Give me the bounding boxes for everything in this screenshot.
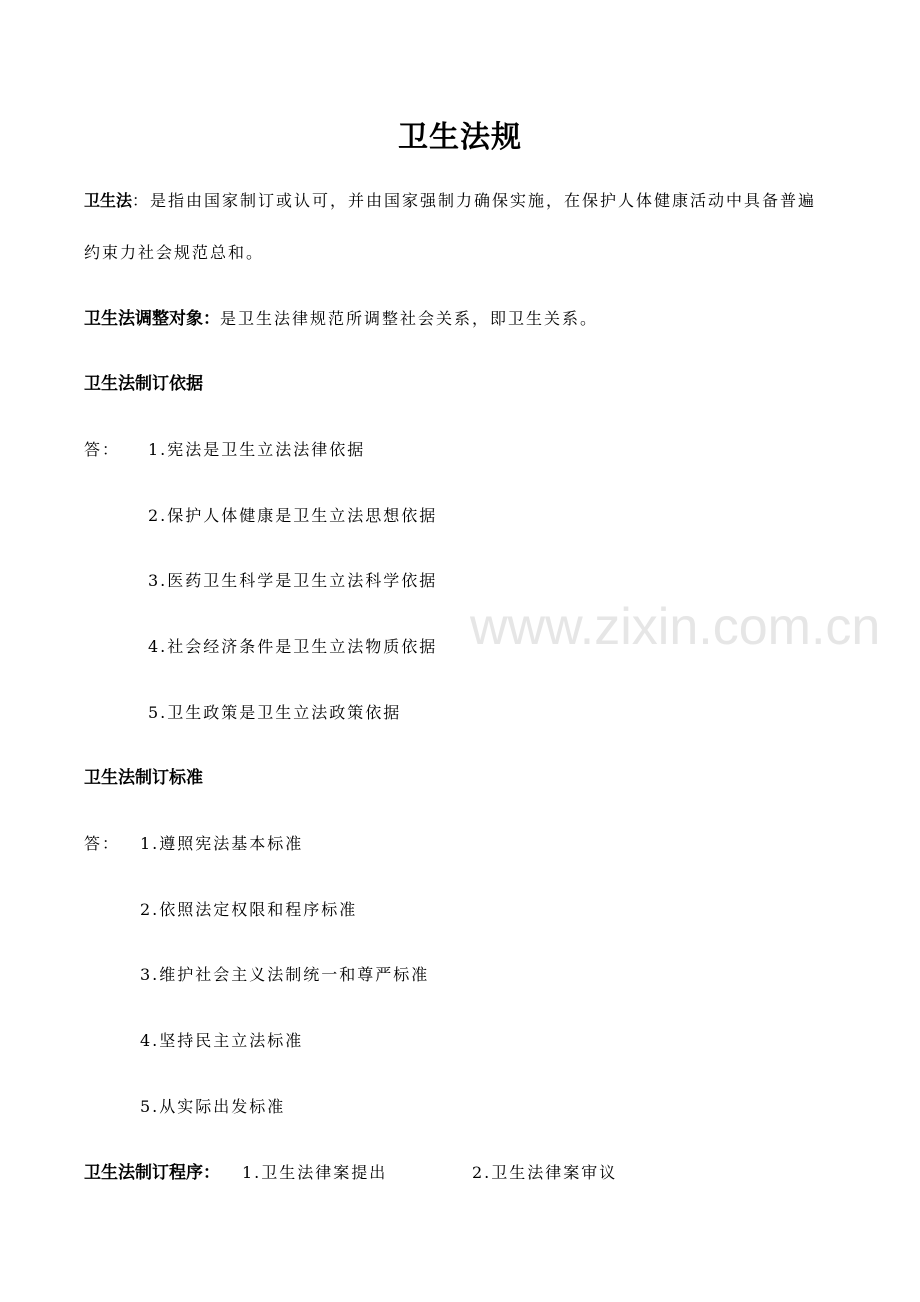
section-heading-principles: 卫生法制订标准 [84, 768, 203, 788]
list-item: 5.卫生政策是卫生立法政策依据 [148, 703, 402, 722]
adjustment-object-term: 卫生法调整对象： [84, 309, 220, 329]
list-item: 4.社会经济条件是卫生立法物质依据 [148, 637, 438, 656]
definition-text-line2: 约束力社会规范总和。 [84, 243, 265, 262]
definition-paragraph [84, 190, 816, 212]
watermark: www.zixin.com.cn [470, 598, 881, 656]
answer-label: 答： [84, 834, 121, 853]
definition-text-line1: ：是指由国家制订或认可，并由国家强制力确保实施，在保护人体健康活动中具备普遍 [132, 191, 817, 210]
list-item: 1.宪法是卫生立法法律依据 [148, 440, 366, 459]
list-item: 3.医药卫生科学是卫生立法科学依据 [148, 571, 438, 590]
list-item: 5.从实际出发标准 [140, 1097, 286, 1116]
list-item: 2.保护人体健康是卫生立法思想依据 [148, 506, 438, 525]
section-heading-procedure: 卫生法制订程序： [84, 1163, 220, 1183]
procedure-step: 2.卫生法律案审议 [472, 1163, 618, 1182]
section-heading-basis: 卫生法制订依据 [84, 374, 203, 394]
procedure-step: 1.卫生法律案提出 [242, 1163, 388, 1182]
list-item: 4.坚持民主立法标准 [140, 1031, 304, 1050]
definition-term: 卫生法 [84, 191, 133, 210]
adjustment-object-paragraph [84, 308, 598, 330]
list-item: 1.遵照宪法基本标准 [140, 834, 304, 853]
list-item: 2.依照法定权限和程序标准 [140, 900, 358, 919]
answer-label: 答： [84, 440, 121, 459]
adjustment-object-text: 是卫生法律规范所调整社会关系，即卫生关系。 [220, 309, 599, 328]
list-item: 3.维护社会主义法制统一和尊严标准 [140, 965, 430, 984]
page-title: 卫生法规 [398, 120, 522, 155]
